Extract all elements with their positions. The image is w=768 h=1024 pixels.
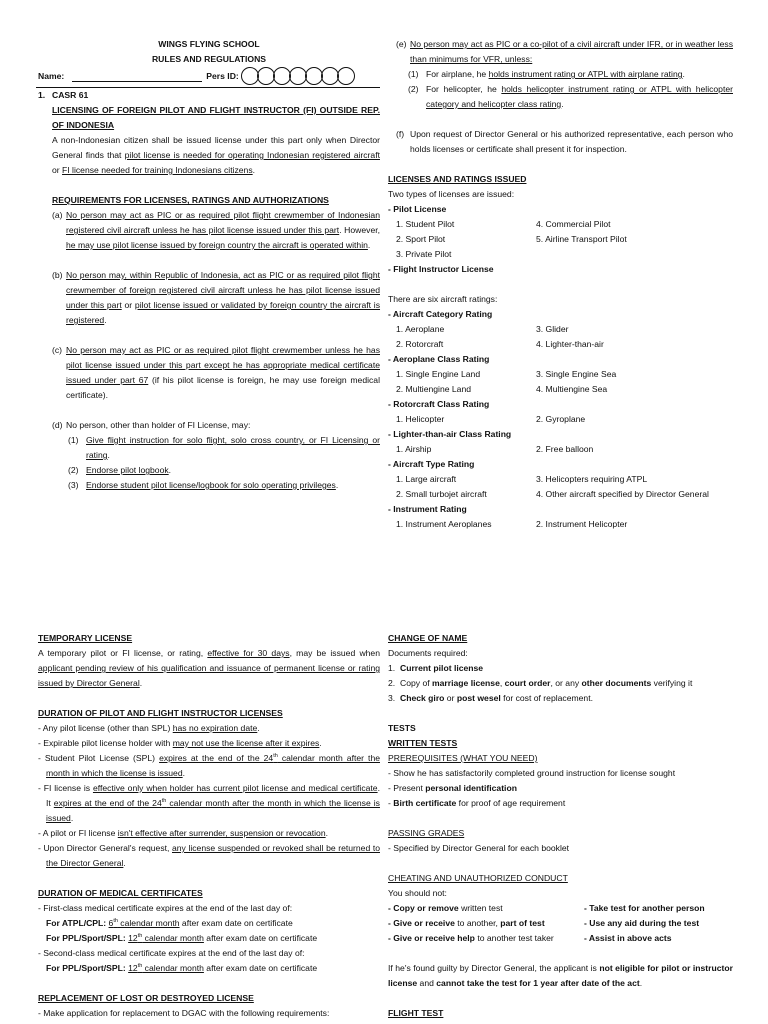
- list-item: - Upon Director General's request, any license suspended or revoked shall be returned to the Director General.: [38, 843, 380, 868]
- rating-group-title: - Aeroplane Class Rating: [388, 354, 490, 364]
- list-item: 2. Sport Pilot 5. Airline Transport Pilot: [396, 234, 627, 244]
- list-item: - Student Pilot License (SPL) expires at the end of the 24th calendar month after the month in which the license is issued.: [38, 753, 380, 778]
- rating-group-title: - Aircraft Type Rating: [388, 459, 475, 469]
- list-item: (2) For helicopter, he holds helicopter instrument rating or ATPL with helicopter category and helicopter class rating.: [408, 84, 733, 109]
- licensing-intro: A non-Indonesian citizen shall be issued license under this part only when Director General finds that pilot license is needed for operating Indonesian registered aircraft or FI license needed for training Indonesians citizens.: [52, 135, 380, 175]
- list-item: 1. Instrument Aeroplanes 2. Instrument Helicopter: [396, 519, 628, 529]
- pilot-license-heading: - Pilot License: [388, 204, 447, 214]
- list-item: (1) Give flight instruction for solo flight, solo cross country, or FI Licensing or rating.: [68, 435, 380, 460]
- requirement-d-items: [52, 433, 380, 493]
- written-tests-title: WRITTEN TESTS: [388, 738, 458, 748]
- list-item: - A pilot or FI license isn't effective after surrender, suspension or revocation.: [38, 828, 329, 838]
- list-item: 3. Check giro or post wesel for cost of replacement.: [388, 693, 593, 703]
- list-item: 1. Student Pilot 4. Commercial Pilot: [396, 219, 611, 229]
- requirement-f: (f) Upon request of Director General or his authorized representative, each person who holds licenses or certificate shall present it for inspection.: [396, 129, 733, 154]
- list-item: - FI license is effective only when holder has current pilot license and medical certificate. It expires at the end of the 24th calendar month after the month in which the license is issued.: [38, 783, 380, 823]
- rules-subtitle: RULES AND REGULATIONS: [151, 54, 267, 64]
- temporary-license-text: A temporary pilot or FI license, or rating, effective for 30 days, may be issued when applicant pending review of his qualification and issuance of permanent license or rating issued by Director General.: [38, 648, 380, 688]
- list-item: For PPL/Sport/SPL: 12th calendar month after exam date on certificate: [46, 963, 318, 973]
- medical-title: DURATION OF MEDICAL CERTIFICATES: [38, 888, 203, 898]
- right-column-top: [388, 37, 733, 532]
- licenses-title: LICENSES AND RATINGS ISSUED: [388, 174, 527, 184]
- list-item: 1. Helicopter 2. Gyroplane: [396, 414, 586, 424]
- requirement-b: (b) No person may, within Republic of Indonesia, act as PIC or as required pilot flight crewmember of foreign registered civil aircraft unless he has pilot license issued under this part or pilot license issued or validated by foreign country the aircraft is registered.: [52, 270, 381, 325]
- requirement-e-items: [396, 67, 733, 112]
- school-title: WINGS FLYING SCHOOL: [158, 39, 260, 49]
- guilty-text: If he's found guilty by Director General, the applicant is not eligible for pilot or instructor license and cannot take the test for 1 year after date of the act.: [388, 963, 733, 988]
- pers-id-boxes[interactable]: [243, 67, 355, 85]
- casr-title: CASR 61: [52, 90, 89, 100]
- cheating-title: CHEATING AND UNAUTHORIZED CONDUCT: [388, 873, 568, 883]
- name-field[interactable]: [72, 70, 202, 82]
- list-item: (3) Endorse student pilot license/logbook for solo operating privileges.: [68, 480, 339, 490]
- casr-heading: [38, 88, 380, 103]
- list-item: 2. Rotorcraft 4. Lighter-than-air: [396, 339, 604, 349]
- list-item: (1) For airplane, he holds instrument rating or ATPL with airplane rating.: [408, 69, 685, 79]
- list-item: - Any pilot license (other than SPL) has no expiration date.: [38, 723, 260, 733]
- casr-body: [38, 103, 380, 493]
- list-item: 1. Aeroplane 3. Glider: [396, 324, 569, 334]
- passing-grades-title: PASSING GRADES: [388, 828, 465, 838]
- requirement-d: (d) No person, other than holder of FI License, may:: [52, 420, 251, 430]
- rating-group-title: - Rotorcraft Class Rating: [388, 399, 490, 409]
- rating-group-title: - Aircraft Category Rating: [388, 309, 493, 319]
- list-item: - Present personal identification: [388, 783, 517, 793]
- duration-licenses-title: DURATION OF PILOT AND FLIGHT INSTRUCTOR LICENSES: [38, 708, 283, 718]
- change-name-intro: Documents required:: [388, 648, 468, 658]
- list-item: 1. Single Engine Land 3. Single Engine Sea: [396, 369, 617, 379]
- list-item: - Make application for replacement to DGAC with the following requirements:: [38, 1008, 330, 1018]
- rating-group-title: - Lighter-than-air Class Rating: [388, 429, 512, 439]
- list-item: - First-class medical certificate expires at the end of the last day of:: [38, 903, 293, 913]
- list-item: 2. Multiengine Land 4. Multiengine Sea: [396, 384, 608, 394]
- list-item: 1. Large aircraft 3. Helicopters requiring ATPL: [396, 474, 648, 484]
- list-item: - Give or receive to another, part of test - Use any aid during the test: [388, 918, 700, 928]
- requirement-a: (a) No person may act as PIC or as required pilot flight crewmember of Indonesian registered civil aircraft unless he has pilot license issued under this part. However, he may use pilot license issued by foreign country the aircraft is operated within.: [52, 210, 380, 250]
- requirements-title: REQUIREMENTS FOR LICENSES, RATINGS AND AUTHORIZATIONS: [52, 195, 329, 205]
- name-label: Name:: [38, 70, 65, 81]
- replacement-title: REPLACEMENT OF LOST OR DESTROYED LICENSE: [38, 993, 254, 1003]
- list-item: 2. Copy of marriage license, court order, or any other documents verifying it: [388, 678, 693, 688]
- list-item: - Specified by Director General for each booklet: [388, 843, 570, 853]
- requirement-c: (c) No person may act as PIC or as required pilot flight crewmember unless he has pilot license issued under this part except he has appropriate medical certificate issued under part 67 (if his pilot license is foreign, he may use foreign medical certificate).: [52, 345, 380, 400]
- list-item: - Show he has satisfactorily completed ground instruction for license sought: [388, 768, 676, 778]
- pers-id-digit[interactable]: [337, 67, 355, 85]
- change-name-title: CHANGE OF NAME: [388, 633, 468, 643]
- rating-group-title: - Instrument Rating: [388, 504, 467, 514]
- temporary-license-title: TEMPORARY LICENSE: [38, 633, 133, 643]
- list-item: - Copy or remove written test - Take test for another person: [388, 903, 705, 913]
- flight-test-title: FLIGHT TEST: [388, 1008, 444, 1018]
- list-item: 1. Current pilot license: [388, 663, 484, 673]
- requirement-e: (e) No person may act as PIC or a co-pilot of a civil aircraft under IFR, or in weather less than minimums for VFR, unless:: [396, 39, 733, 64]
- ratings-intro: There are six aircraft ratings:: [388, 294, 498, 304]
- list-item: 1. Airship 2. Free balloon: [396, 444, 594, 454]
- list-item: - Birth certificate for proof of age requirement: [388, 798, 566, 808]
- list-item: 3. Private Pilot: [396, 249, 452, 259]
- list-item: - Expirable pilot license holder with may not use the license after it expires.: [38, 738, 322, 748]
- cheating-intro: You should not:: [388, 888, 447, 898]
- list-item: - Give or receive help to another test taker - Assist in above acts: [388, 933, 672, 943]
- tests-title: TESTS: [388, 723, 416, 733]
- licenses-intro: Two types of licenses are issued:: [388, 189, 515, 199]
- list-item: 2. Small turbojet aircraft 4. Other aircraft specified by Director General: [396, 489, 709, 499]
- list-item: For ATPL/CPL: 6th calendar month after exam date on certificate: [46, 918, 293, 928]
- left-column-bottom: [38, 631, 380, 1021]
- licensing-title: LICENSING OF FOREIGN PILOT AND FLIGHT INSTRUCTOR (FI) OUTSIDE REP. OF INDONESIA: [52, 105, 380, 130]
- prerequisites-title: PREREQUISITES (WHAT YOU NEED): [388, 753, 538, 763]
- left-column-top: [38, 37, 380, 493]
- pers-id-label: Pers ID:: [206, 70, 239, 81]
- list-item: (2) Endorse pilot logbook.: [68, 465, 172, 475]
- section-number: 1.: [38, 90, 46, 100]
- fi-license-heading: - Flight Instructor License: [388, 264, 494, 274]
- list-item: For PPL/Sport/SPL: 12th calendar month after exam date on certificate: [46, 933, 318, 943]
- name-row: [38, 65, 380, 87]
- list-item: - Second-class medical certificate expires at the end of the last day of:: [38, 948, 305, 958]
- right-column-bottom: [388, 631, 733, 1021]
